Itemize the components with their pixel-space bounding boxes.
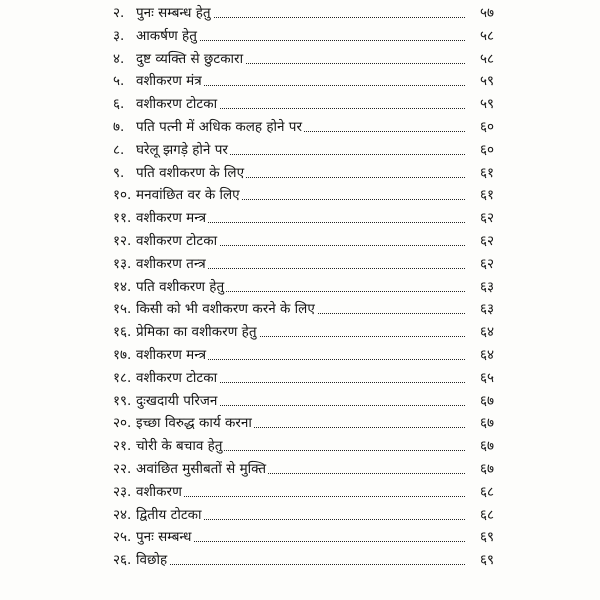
toc-entry — [0, 526, 600, 549]
dot-leader — [136, 496, 465, 497]
entry-title: दुष्ट व्यक्ति से छुटकारा — [136, 48, 245, 71]
entry-number: १५. — [113, 301, 132, 318]
entry-title: वशीकरण मंत्र — [136, 70, 204, 93]
entry-title: घरेलू झगड़े होने पर — [136, 139, 230, 162]
toc-entry — [0, 458, 600, 481]
entry-page-number: ५७ — [479, 5, 494, 21]
entry-page-number: ६७ — [479, 460, 494, 477]
entry-number: २२. — [113, 460, 132, 477]
entry-page-number: ६९ — [479, 552, 494, 569]
entry-number: १९. — [113, 392, 132, 409]
toc-entry — [0, 344, 600, 367]
entry-number: २. — [113, 5, 125, 21]
entry-title: वशीकरण टोटका — [136, 230, 219, 253]
entry-title: किसी को भी वशीकरण करने के लिए — [136, 298, 317, 321]
entry-title: चोरी के बचाव हेतु — [136, 435, 224, 458]
toc-entry — [0, 25, 600, 48]
toc-entry — [0, 253, 600, 276]
entry-page-number: ६२ — [479, 232, 494, 249]
entry-page-number: ६९ — [479, 529, 494, 546]
entry-title: आकर्षण हेतु — [136, 25, 199, 48]
entry-number: ११. — [113, 210, 132, 227]
entry-page-number: ६८ — [479, 506, 494, 523]
entry-number: २४. — [113, 506, 132, 523]
entry-page-number: ६१ — [479, 187, 494, 204]
entry-page-number: ६० — [479, 118, 494, 135]
table-of-contents — [0, 2, 600, 572]
entry-number: १०. — [113, 187, 132, 204]
toc-entry — [0, 2, 600, 25]
entry-title: पुनः सम्बन्ध हेतु — [136, 2, 213, 25]
entry-page-number: ६० — [479, 141, 494, 158]
entry-number: २६. — [113, 552, 132, 569]
entry-title: विछोह — [136, 549, 169, 572]
entry-number: १३. — [113, 255, 132, 272]
dot-leader — [136, 564, 465, 565]
entry-number: १७. — [113, 346, 132, 363]
toc-entry — [0, 481, 600, 504]
toc-entry — [0, 184, 600, 207]
entry-page-number: ६३ — [479, 301, 494, 318]
entry-title: अवांछित मुसीबतों से मुक्ति — [136, 458, 268, 481]
entry-number: २५. — [113, 529, 132, 546]
entry-page-number: ६१ — [479, 164, 494, 181]
entry-page-number: ६८ — [479, 483, 494, 500]
entry-title: मनवांछित वर के लिए — [136, 184, 242, 207]
entry-page-number: ६७ — [479, 392, 494, 409]
entry-number: ५. — [113, 73, 125, 90]
toc-entry — [0, 70, 600, 93]
toc-entry — [0, 139, 600, 162]
entry-number: ४. — [113, 50, 125, 67]
toc-entry — [0, 435, 600, 458]
toc-entry — [0, 48, 600, 71]
entry-number: ६. — [113, 96, 125, 113]
entry-title: वशीकरण मन्त्र — [136, 344, 208, 367]
entry-page-number: ६२ — [479, 210, 494, 227]
entry-title: वशीकरण — [136, 481, 184, 504]
entry-title: पति पत्नी में अधिक कलह होने पर — [136, 116, 304, 139]
entry-page-number: ६५ — [479, 369, 494, 386]
entry-number: २३. — [113, 483, 132, 500]
entry-page-number: ६४ — [479, 346, 494, 363]
entry-number: ८. — [113, 141, 125, 158]
toc-entry — [0, 390, 600, 413]
entry-title: पुनः सम्बन्ध — [136, 526, 193, 549]
entry-title: वशीकरण टोटका — [136, 93, 219, 116]
entry-page-number: ६७ — [479, 438, 494, 455]
entry-page-number: ५९ — [479, 96, 494, 113]
entry-number: १८. — [113, 369, 132, 386]
entry-page-number: ६२ — [479, 255, 494, 272]
entry-title: प्रेमिका का वशीकरण हेतु — [136, 321, 259, 344]
toc-entry — [0, 162, 600, 185]
entry-page-number: ५९ — [479, 73, 494, 90]
entry-title: वशीकरण टोटका — [136, 367, 219, 390]
entry-title: वशीकरण मन्त्र — [136, 207, 208, 230]
entry-page-number: ५८ — [479, 27, 494, 44]
entry-page-number: ६७ — [479, 415, 494, 432]
entry-title: दुःखदायी परिजन — [136, 390, 219, 413]
entry-number: १६. — [113, 324, 132, 341]
entry-title: द्वितीय टोटका — [136, 504, 204, 527]
entry-page-number: ५८ — [479, 50, 494, 67]
entry-title: इच्छा विरुद्ध कार्य करना — [136, 412, 254, 435]
toc-entry — [0, 321, 600, 344]
entry-number: १२. — [113, 232, 132, 249]
toc-entry — [0, 276, 600, 299]
toc-entry — [0, 367, 600, 390]
entry-number: ७. — [113, 118, 125, 135]
entry-number: २१. — [113, 438, 132, 455]
entry-page-number: ६३ — [479, 278, 494, 295]
toc-entry — [0, 230, 600, 253]
toc-entry — [0, 116, 600, 139]
toc-entry — [0, 93, 600, 116]
entry-number: २०. — [113, 415, 132, 432]
toc-entry — [0, 207, 600, 230]
toc-entry — [0, 412, 600, 435]
entry-title: वशीकरण तन्त्र — [136, 253, 208, 276]
entry-number: १४. — [113, 278, 132, 295]
toc-entry — [0, 549, 600, 572]
entry-title: पति वशीकरण के लिए — [136, 162, 246, 185]
toc-entry — [0, 504, 600, 527]
entry-number: ९. — [113, 164, 125, 181]
entry-title: पति वशीकरण हेतु — [136, 276, 226, 299]
entry-page-number: ६४ — [479, 324, 494, 341]
toc-entry — [0, 298, 600, 321]
entry-number: ३. — [113, 27, 125, 44]
